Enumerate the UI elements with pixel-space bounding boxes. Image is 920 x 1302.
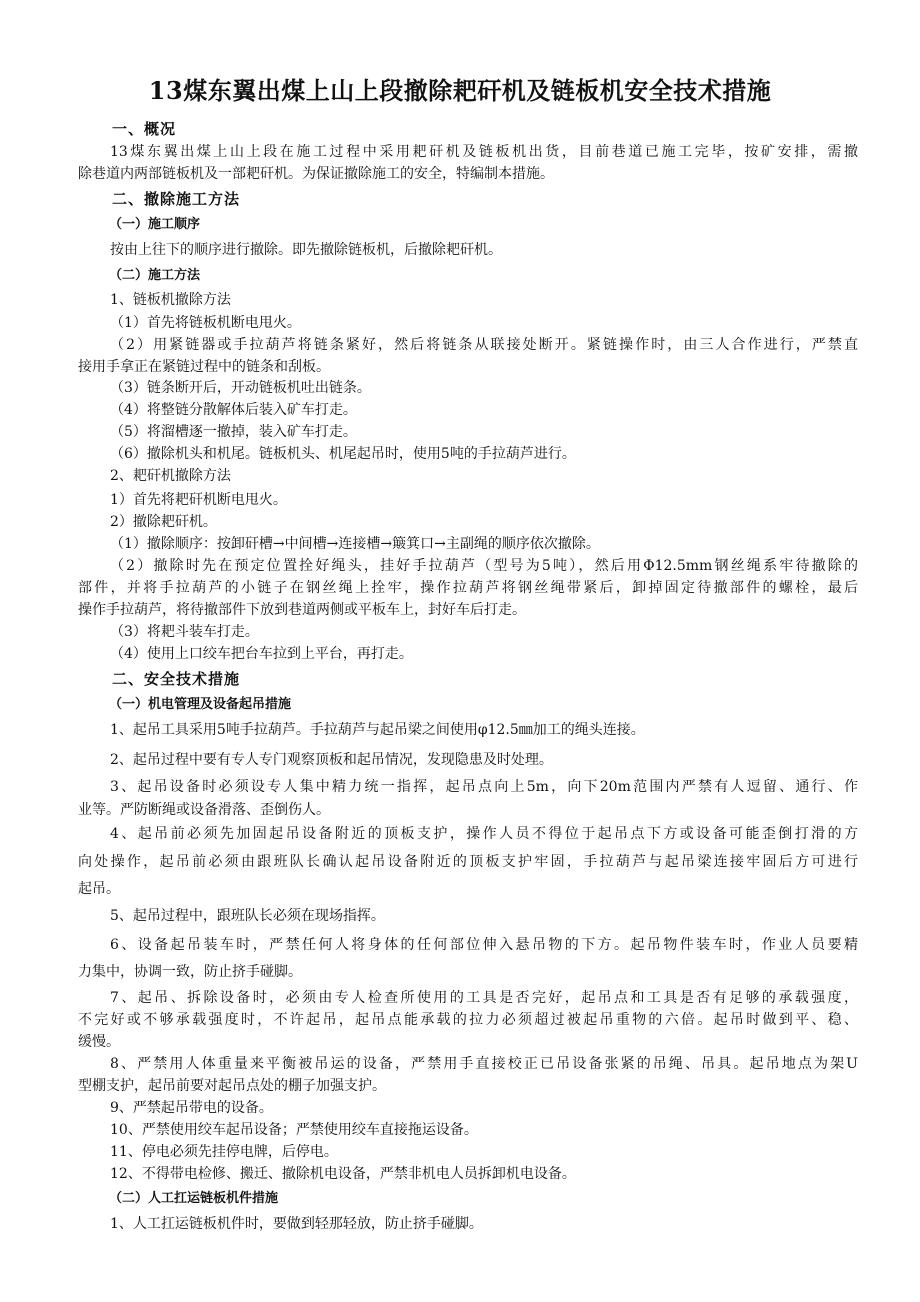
section-heading-overview: 一、概况 bbox=[112, 120, 177, 138]
list-item: 11、停电必须先挂停电牌，后停电。 bbox=[110, 1144, 338, 1160]
list-item: 4、起吊前必须先加固起吊设备附近的顶板支护，操作人员不得位于起吊点下方或设备可能歪倒打滑的方 bbox=[110, 826, 858, 842]
document-title: 13煤东翼出煤上山上段撤除耙矸机及链板机安全技术措施 bbox=[148, 76, 772, 105]
paragraph-line: 起吊。 bbox=[78, 881, 120, 897]
paragraph-line: 缓慢。 bbox=[78, 1034, 120, 1050]
paragraph-line: 接用手拿正在紧链过程中的链条和刮板。 bbox=[78, 359, 330, 375]
list-item: 8、严禁用人体重量来平衡被吊运的设备，严禁用手直接校正已吊设备张紧的吊绳、吊具。起吊地点为架U bbox=[110, 1056, 858, 1072]
subsection-heading-lifting: （一）机电管理及设备起吊措施 bbox=[109, 697, 292, 712]
list-item: （1）撤除顺序：按卸矸槽→中间槽→连接槽→簸箕口→主副绳的顺序依次撤除。 bbox=[110, 536, 600, 552]
list-item: 1、起吊工具采用5吨手拉葫芦。手拉葫芦与起吊梁之间使用φ12.5㎜加工的绳头连接。 bbox=[110, 722, 645, 738]
list-item: 2、耙矸机撤除方法 bbox=[110, 468, 231, 484]
list-item: 7、起吊、拆除设备时，必须由专人检查所使用的工具是否完好，起吊点和工具是否有足够的承载强度， bbox=[110, 990, 858, 1006]
paragraph-line: 向处操作，起吊前必须由跟班队长确认起吊设备附近的顶板支护牢固，手拉葫芦与起吊梁连接牢固后方可进行 bbox=[78, 854, 858, 870]
paragraph-line: 除巷道内两部链板机及一部耙矸机。为保证撤除施工的安全，特编制本措施。 bbox=[78, 166, 554, 182]
list-item: （1）首先将链板机断电甩火。 bbox=[110, 315, 301, 331]
subsection-heading-method: （二）施工方法 bbox=[109, 268, 201, 283]
paragraph-line: 业等。严防断绳或设备滑落、歪倒伤人。 bbox=[78, 802, 330, 818]
paragraph-line: 部件，并将手拉葫芦的小链子在钢丝绳上拴牢，操作拉葫芦将钢丝绳带紧后，卸掉固定待撤部件的螺栓，最后 bbox=[78, 580, 858, 596]
paragraph-line: 操作手拉葫芦，将待撤部件下放到巷道两侧或平板车上，封好车后打走。 bbox=[78, 602, 526, 618]
subsection-heading-sequence: （一）施工顺序 bbox=[109, 217, 201, 232]
list-item: 9、严禁起吊带电的设备。 bbox=[110, 1100, 273, 1116]
section-heading-safety-measures: 二、安全技术措施 bbox=[112, 670, 241, 688]
list-item: 12、不得带电检修、搬迁、撤除机电设备，严禁非机电人员拆卸机电设备。 bbox=[110, 1166, 576, 1182]
paragraph-line: 力集中，协调一致，防止挤手碰脚。 bbox=[78, 964, 302, 980]
list-item: （4）使用上口绞车把台车拉到上平台，再打走。 bbox=[110, 646, 413, 662]
list-item: （2）撤除时先在预定位置拴好绳头，挂好手拉葫芦（型号为5吨），然后用Φ12.5mm钢丝绳系牢待撤除的 bbox=[110, 558, 858, 574]
list-item: 2、起吊过程中要有专人专门观察顶板和起吊情况，发现隐患及时处理。 bbox=[110, 752, 553, 768]
paragraph-line: 按由上往下的顺序进行撤除。即先撤除链板机，后撤除耙矸机。 bbox=[110, 242, 502, 258]
list-item: 1、人工扛运链板机件时，要做到轻那轻放，防止挤手碰脚。 bbox=[110, 1216, 483, 1232]
subsection-heading-manual-carry: （二）人工扛运链板机件措施 bbox=[109, 1191, 279, 1206]
list-item: 10、严禁使用绞车起吊设备；严禁使用绞车直接拖运设备。 bbox=[110, 1122, 478, 1138]
list-item: （6）撤除机头和机尾。链板机头、机尾起吊时，使用5吨的手拉葫芦进行。 bbox=[110, 446, 576, 462]
list-item: 1）首先将耙矸机断电甩火。 bbox=[110, 492, 287, 508]
paragraph-line: 不完好或不够承载强度时，不许起吊，起吊点能承载的拉力必须超过被起吊重物的六倍。起吊时做到平、稳、 bbox=[78, 1012, 858, 1028]
list-item: 6、设备起吊装车时，严禁任何人将身体的任何部位伸入悬吊物的下方。起吊物件装车时，作业人员要精 bbox=[110, 937, 858, 953]
list-item: 1、链板机撤除方法 bbox=[110, 292, 231, 308]
list-item: 2）撤除耙矸机。 bbox=[110, 514, 217, 530]
list-item: （3）将耙斗装车打走。 bbox=[110, 624, 259, 640]
list-item: （4）将整链分散解体后装入矿车打走。 bbox=[110, 402, 357, 418]
section-heading-removal-method: 二、撤除施工方法 bbox=[112, 190, 241, 208]
list-item: （2）用紧链器或手拉葫芦将链条紧好，然后将链条从联接处断开。紧链操作时，由三人合作进行，严禁直 bbox=[110, 337, 858, 353]
paragraph-line: 13煤东翼出煤上山上段在施工过程中采用耙矸机及链板机出货，目前巷道已施工完毕，按矿安排，需撤 bbox=[110, 144, 858, 160]
list-item: （5）将溜槽逐一撤掉，装入矿车打走。 bbox=[110, 424, 357, 440]
list-item: （3）链条断开后，开动链板机吐出链条。 bbox=[110, 380, 371, 396]
paragraph-line: 型棚支护，起吊前要对起吊点处的棚子加强支护。 bbox=[78, 1078, 386, 1094]
list-item: 3、起吊设备时必须设专人集中精力统一指挥，起吊点向上5m，向下20m范围内严禁有人逗留、通行、作 bbox=[110, 779, 858, 795]
list-item: 5、起吊过程中，跟班队长必须在现场指挥。 bbox=[110, 908, 385, 924]
